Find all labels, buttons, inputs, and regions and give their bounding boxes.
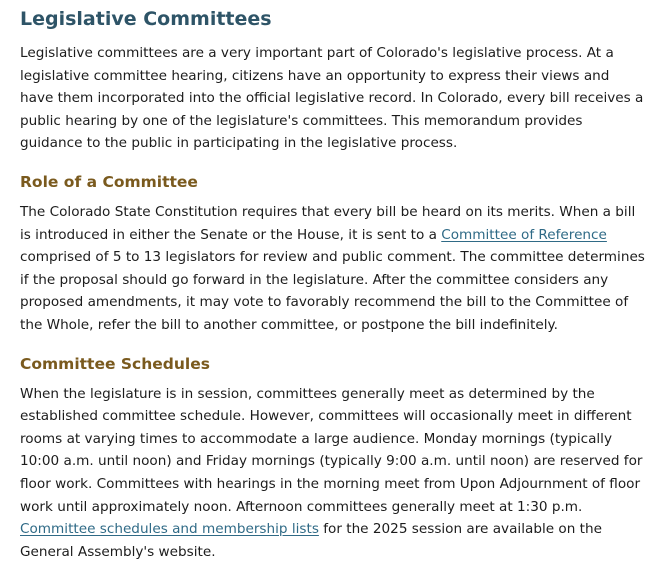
schedules-paragraph [20,383,645,564]
committee-of-reference-link[interactable]: Committee of Reference [441,226,607,243]
role-heading: Role of a Committee [20,172,198,191]
role-paragraph [20,201,645,337]
schedules-text-after: for the 2025 session are available on the General Assembly's website. [20,521,602,560]
committee-schedules-link[interactable]: Committee schedules and membership lists [20,521,319,538]
intro-paragraph: Legislative committees are a very important part of Colorado's legislative process. At a legislative committee hearing, citizens have an opportunity to express their views and have them incorporated into the official legislative record. In Colorado, every bill receives a public hearing by one of the legislature's committees. This memorandum provides guidance to the public in participating in the legislative process. [20,45,644,152]
schedules-heading: Committee Schedules [20,354,210,373]
role-text-before: The Colorado State Constitution requires that every bill be heard on its merits. When a bill is introduced in either the Senate or the House, it is sent to a [20,203,636,243]
role-text-after: comprised of 5 to 13 legislators for review and public comment. The committee determines if the proposal should go forward in the legislature. After the committee considers any proposed amendments, it may vote to favorably recommend the bill to the Committee of the Whole, refer the bill to another committee, or postpone the bill indefinitely. [20,249,645,333]
page-title: Legislative Committees [20,8,272,30]
schedules-text-before: When the legislature is in session, committees generally meet as determined by the established committee schedule. However, committees will occasionally meet in different rooms at varying times to accommodate a large audience. Monday mornings (typically 10:00 a.m. until noon) and Friday mornings (typically 9:00 a.m. until noon) are reserved for floor work. Committees with hearings in the morning meet from Upon Adjournment of floor work until approximately noon. Afternoon committees generally meet at 1:30 p.m. [20,385,643,515]
